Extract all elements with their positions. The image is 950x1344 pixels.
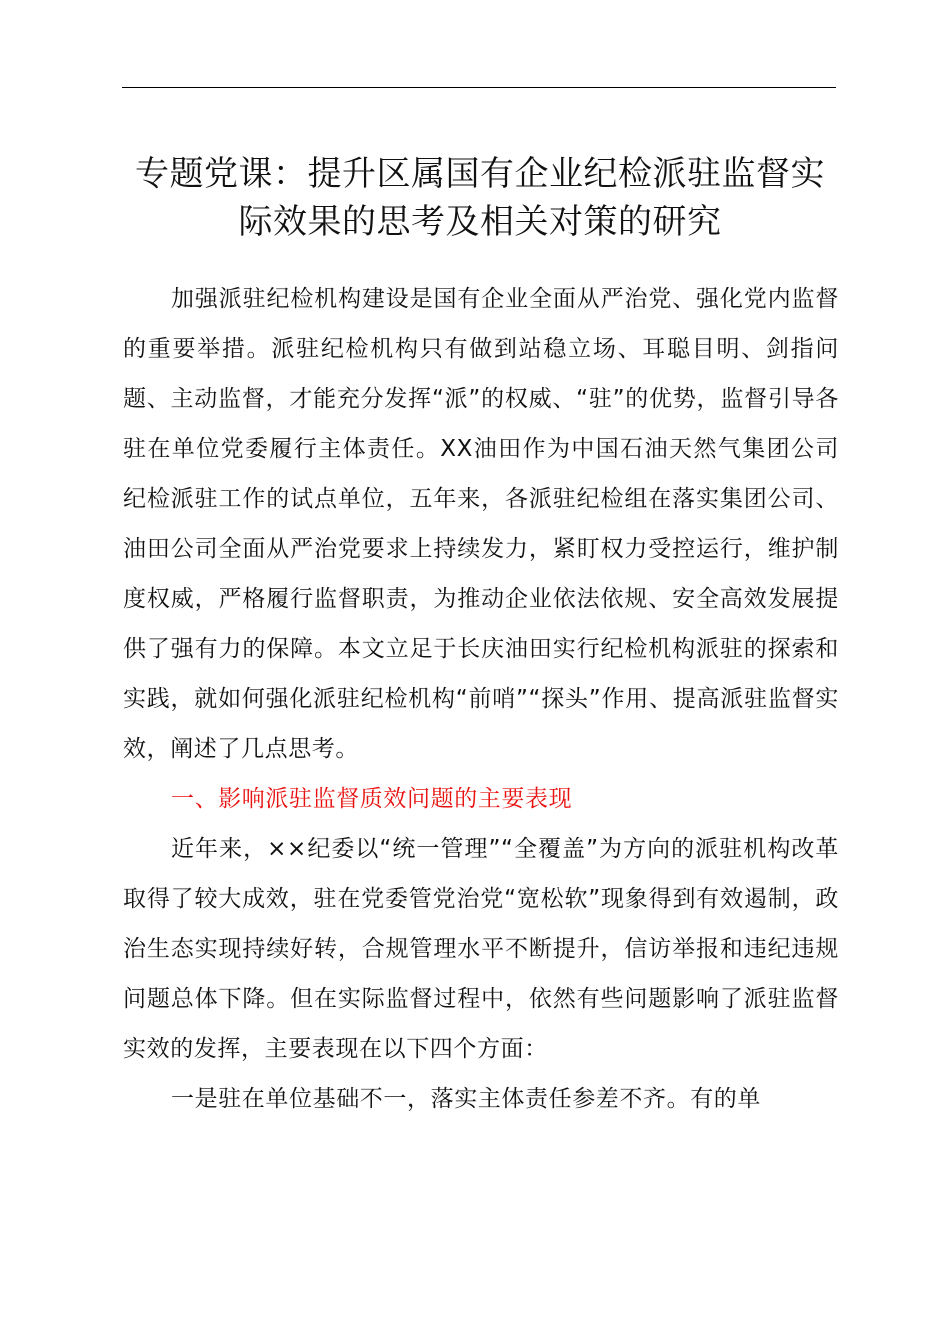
title-line-1: 专题党课：提升区属国有企业纪检派驻监督实 [135, 154, 825, 194]
header-rule [122, 87, 836, 88]
body-paragraph: 近年来，××纪委以“统一管理”“全覆盖”为方向的派驻机构改革取得了较大成效，驻在党委管党治党“宽松软”现象得到有效遏制，政治生态实现持续好转，合规管理水平不断提升，信访举报和违纪违规问题总体下降。但在实际监督过程中，依然有些问题影响了派驻监督实效的发挥，主要表现在以下四个方面： [123, 836, 839, 1062]
document-title [110, 150, 850, 246]
section-heading: 一、影响派驻监督质效问题的主要表现 [171, 786, 573, 812]
title-line-2: 际效果的思考及相关对策的研究 [238, 202, 722, 242]
intro-paragraph: 加强派驻纪检机构建设是国有企业全面从严治党、强化党内监督的重要举措。派驻纪检机构只有做到站稳立场、耳聪目明、剑指问题、主动监督，才能充分发挥“派”的权威、“驻”的优势，监督引导各驻在单位党委履行主体责任。XX油田作为中国石油天然气集团公司纪检派驻工作的试点单位，五年来，各派驻纪检组在落实集团公司、油田公司全面从严治党要求上持续发力，紧盯权力受控运行，维护制度权威，严格履行监督职责，为推动企业依法依规、安全高效发展提供了强有力的保障。本文立足于长庆油田实行纪检机构派驻的探索和实践，就如何强化派驻纪检机构“前哨”“探头”作用、提高派驻监督实效，阐述了几点思考。 [123, 286, 839, 762]
body-paragraph: 一是驻在单位基础不一，落实主体责任参差不齐。有的单 [171, 1086, 761, 1112]
document-body [123, 274, 839, 1124]
